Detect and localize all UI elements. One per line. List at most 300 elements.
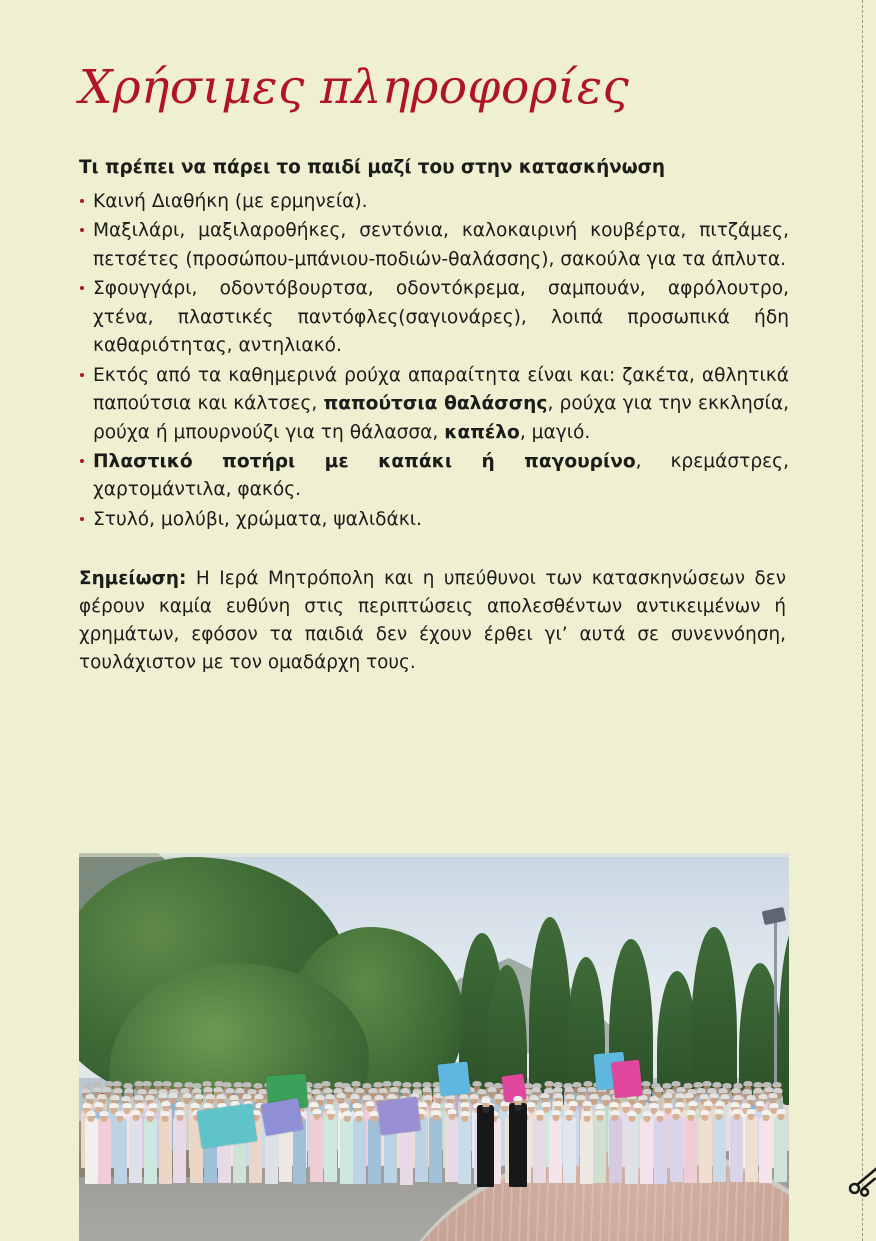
photo-white-cap <box>742 1089 751 1094</box>
plain-text: Καινή Διαθήκη (με ερμηνεία). <box>93 191 368 212</box>
photo-white-cap <box>532 1087 541 1092</box>
photo-white-cap <box>362 1095 371 1100</box>
bullet-icon <box>80 459 84 463</box>
list-item <box>79 448 789 505</box>
photo-white-cap <box>663 1103 672 1108</box>
photo-white-cap <box>102 1087 111 1092</box>
photo-person <box>310 1116 323 1182</box>
photo-white-cap <box>764 1087 773 1092</box>
photo-head <box>583 1115 590 1122</box>
photo-white-cap <box>142 1081 151 1086</box>
photo-white-cap <box>154 1081 163 1086</box>
photo-white-cap <box>125 1088 134 1093</box>
photo-white-cap <box>710 1093 719 1098</box>
photo-person <box>368 1118 381 1184</box>
photo-white-cap <box>326 1109 335 1114</box>
photo-white-cap <box>310 1102 319 1107</box>
photo-white-cap <box>494 1094 503 1099</box>
photo-person <box>429 1117 442 1183</box>
photo-white-cap <box>649 1096 658 1101</box>
photo-person <box>477 1105 494 1187</box>
photo-head <box>88 1115 95 1122</box>
list-item <box>79 362 789 447</box>
photo-white-cap <box>697 1088 706 1093</box>
photo-white-cap <box>337 1093 346 1098</box>
photo-head <box>716 1113 723 1120</box>
photo-white-cap <box>460 1111 469 1116</box>
note-text: Η Ιερά Μητρόπολη και η υπεύθυνοι των κατασκηνώσεων δεν φέρουν καμία ευθύνη στις περιπτώσεις απολεσθέντων αντικειμένων ή χρημάτων, εφόσον τα παιδιά δεν έχουν έρθει γι’ αυτά σε συνεννόηση, τουλάχιστον με τον ομαδάρχη τους. <box>79 568 786 674</box>
photo-white-cap <box>583 1081 592 1086</box>
photo-white-cap <box>701 1110 710 1115</box>
plain-text: , κρεμάστρες, χαρτομάντιλα, φακός. <box>93 450 789 501</box>
photo-white-cap <box>478 1089 487 1094</box>
photo-white-cap <box>94 1102 103 1107</box>
photo-white-cap <box>530 1095 539 1100</box>
photo-white-cap <box>375 1095 384 1100</box>
photo-white-cap <box>565 1094 574 1099</box>
photo-person <box>670 1116 683 1182</box>
photo-white-cap <box>374 1082 383 1087</box>
photo-person <box>173 1117 186 1183</box>
photo-white-cap <box>205 1094 214 1099</box>
photo-white-cap <box>776 1109 785 1114</box>
photo-white-cap <box>672 1081 681 1086</box>
photo-person <box>759 1117 772 1183</box>
photo-white-cap <box>484 1082 493 1087</box>
photo-white-cap <box>194 1094 203 1099</box>
photo-white-cap <box>769 1093 778 1098</box>
photo-white-cap <box>112 1081 121 1086</box>
photo-white-cap <box>322 1081 331 1086</box>
photo-person <box>340 1118 353 1184</box>
photo-white-cap <box>109 1103 118 1108</box>
photo-white-cap <box>163 1081 172 1086</box>
photo-white-cap <box>577 1087 586 1092</box>
photo-head <box>343 1115 350 1122</box>
photo-head <box>184 1097 191 1104</box>
photo-head <box>762 1114 769 1121</box>
photo-person <box>445 1116 458 1182</box>
photo-white-cap <box>148 1103 157 1108</box>
photo-white-cap <box>572 1082 581 1087</box>
photo-white-cap <box>389 1087 398 1092</box>
photo-white-cap <box>243 1082 252 1087</box>
photo-white-cap <box>204 1087 213 1092</box>
photo-person <box>625 1118 638 1184</box>
photo-head <box>552 1114 559 1121</box>
photo-white-cap <box>716 1101 725 1106</box>
photo-white-cap <box>551 1110 560 1115</box>
photo-white-cap <box>643 1089 652 1094</box>
emphasis-text: Πλαστικό ποτήρι με καπάκι ή παγουρίνο <box>93 450 636 472</box>
photo-head <box>687 1114 694 1121</box>
photo-white-cap <box>124 1083 133 1088</box>
photo-white-cap <box>730 1102 739 1107</box>
photo-person <box>774 1116 787 1182</box>
photo-white-cap <box>686 1110 695 1115</box>
photo-banner <box>437 1062 470 1097</box>
photo-head <box>657 1115 664 1122</box>
photo-person <box>85 1118 98 1184</box>
photo-head <box>327 1113 334 1120</box>
photo-white-cap <box>169 1093 178 1098</box>
photo-white-cap <box>609 1102 618 1107</box>
photo-white-cap <box>488 1087 497 1092</box>
photo-white-cap <box>541 1093 550 1098</box>
photo-white-cap <box>355 1088 364 1093</box>
photo-white-cap <box>649 1103 658 1108</box>
photo-white-cap <box>191 1103 200 1108</box>
photo-white-cap <box>217 1094 226 1099</box>
photo-white-cap <box>473 1081 482 1086</box>
photo-white-cap <box>222 1082 231 1087</box>
photo-white-cap <box>544 1088 553 1093</box>
photo-white-cap <box>634 1103 643 1108</box>
photo-head <box>356 1115 363 1122</box>
plain-text: , μαγιό. <box>519 421 591 443</box>
photo-person <box>98 1118 111 1184</box>
photo-white-cap <box>323 1088 332 1093</box>
photo-white-cap <box>582 1111 591 1116</box>
photo-white-cap <box>685 1093 694 1098</box>
photo-white-cap <box>419 1102 428 1107</box>
photo-head <box>628 1115 635 1122</box>
photo-person <box>593 1117 606 1183</box>
photo-white-cap <box>136 1103 145 1108</box>
photo-head <box>643 1115 650 1122</box>
photo-white-cap <box>755 1101 764 1106</box>
photo-white-cap <box>352 1081 361 1086</box>
photo-white-cap <box>703 1101 712 1106</box>
photo-white-cap <box>621 1102 630 1107</box>
bullet-icon <box>80 373 84 377</box>
bullet-icon <box>80 228 84 232</box>
photo-white-cap <box>703 1081 712 1086</box>
photo-white-cap <box>761 1110 770 1115</box>
photo-white-cap <box>312 1109 321 1114</box>
photo-beard <box>515 1105 522 1111</box>
photo-white-cap <box>601 1095 610 1100</box>
photo-white-cap <box>699 1094 708 1099</box>
photo-white-cap <box>235 1088 244 1093</box>
photo-head <box>132 1114 139 1121</box>
photo-white-cap <box>732 1109 741 1114</box>
photo-white-cap <box>203 1081 212 1086</box>
photo-white-cap <box>353 1103 362 1108</box>
photo-white-cap <box>553 1082 562 1087</box>
photo-white-cap <box>176 1102 185 1107</box>
content-column <box>79 0 789 677</box>
plain-text: Στυλό, μολύβι, χρώματα, ψαλιδάκι. <box>93 508 422 530</box>
photo-white-cap <box>116 1111 125 1116</box>
photo-white-cap <box>564 1087 573 1092</box>
photo-white-cap <box>743 1081 752 1086</box>
section-heading: Τι πρέπει να πάρει το παιδί μαζί του στην κατασκήνωση <box>79 157 666 178</box>
photo-person <box>458 1118 471 1184</box>
photo-head <box>147 1115 154 1122</box>
photo-white-cap <box>470 1094 479 1099</box>
page-title: Χρήσιμες πληροφορίες <box>79 60 630 115</box>
photo-white-cap <box>423 1082 432 1087</box>
photo-banner <box>377 1097 421 1136</box>
photo-white-cap <box>83 1103 92 1108</box>
photo-head <box>673 1113 680 1120</box>
photo-person <box>684 1117 697 1183</box>
bullet-icon <box>80 517 84 521</box>
packing-checklist <box>79 178 789 534</box>
photo-white-cap <box>445 1103 454 1108</box>
photo-white-cap <box>226 1088 235 1093</box>
photo-white-cap <box>234 1082 243 1087</box>
photo-white-cap <box>569 1101 578 1106</box>
photo-white-cap <box>365 1101 374 1106</box>
photo-crowd <box>79 1049 789 1199</box>
list-item-text <box>93 188 789 216</box>
photo-white-cap <box>122 1103 131 1108</box>
photo-white-cap <box>639 1095 648 1100</box>
photo-white-cap <box>719 1088 728 1093</box>
photo-white-cap <box>595 1110 604 1115</box>
photo-person <box>114 1118 127 1184</box>
photo-white-cap <box>713 1082 722 1087</box>
photo-white-cap <box>214 1087 223 1092</box>
photo-person <box>563 1117 576 1183</box>
photo-white-cap <box>655 1087 664 1092</box>
photo-head <box>448 1113 455 1120</box>
photo-white-cap <box>732 1088 741 1093</box>
photo-person <box>144 1118 157 1184</box>
list-item-text <box>93 448 789 505</box>
photo-white-cap <box>694 1082 703 1087</box>
photo-person <box>353 1118 366 1184</box>
plain-text: Εκτός από τα καθημερινά ρούχα απαραίτητα είναι και: ζακέτα, αθλητικά παπούτσια και κάλτσες, <box>93 364 789 415</box>
photo-head <box>612 1114 619 1121</box>
photo-white-cap <box>392 1081 401 1086</box>
plain-text: , ρούχα για την εκκλησία, ρούχα ή μπουρνούζι για τη θάλασσα, <box>93 393 790 443</box>
photo-white-cap <box>148 1089 157 1094</box>
photo-white-cap <box>85 1094 94 1099</box>
photo-white-cap <box>138 1089 147 1094</box>
photo-white-cap <box>596 1104 605 1109</box>
photo-white-cap <box>611 1110 620 1115</box>
photo-white-cap <box>431 1110 440 1115</box>
photo-person <box>509 1103 527 1187</box>
list-item-text <box>93 275 789 360</box>
photo-white-cap <box>627 1111 636 1116</box>
photo-banner <box>197 1103 258 1148</box>
photo-person <box>699 1117 712 1183</box>
photo-white-cap <box>110 1095 119 1100</box>
photo-white-cap <box>253 1083 262 1088</box>
list-item <box>79 188 789 216</box>
photo-head <box>313 1113 320 1120</box>
photo-white-cap <box>254 1094 263 1099</box>
photo-white-cap <box>339 1103 348 1108</box>
photo-image <box>79 853 789 1241</box>
photo-white-cap <box>431 1103 440 1108</box>
photo-head <box>733 1113 740 1120</box>
photo-head <box>371 1115 378 1122</box>
photo-white-cap <box>229 1095 238 1100</box>
photo-white-cap <box>175 1110 184 1115</box>
photo-white-cap <box>746 1095 755 1100</box>
photo-person <box>730 1116 743 1182</box>
scissors-icon <box>846 1164 876 1198</box>
photo-head <box>101 1115 108 1122</box>
photo-white-cap <box>554 1101 563 1106</box>
photo-head <box>162 1115 169 1122</box>
photo-white-cap <box>769 1103 778 1108</box>
photo-white-cap <box>315 1095 324 1100</box>
list-item <box>79 506 789 534</box>
plain-text: Σφουγγάρι, οδοντόβουρτσα, οδοντόκρεμα, σαμπουάν, αφρόλουτρο, χτένα, πλαστικές παντόφλες(σαγιονάρες), λοιπά προσωπικά ήδη καθαριότητας, αντηλιακό. <box>93 278 789 357</box>
photo-head <box>664 1107 671 1114</box>
photo-white-cap <box>459 1094 468 1099</box>
photo-white-cap <box>379 1088 388 1093</box>
photo-white-cap <box>121 1096 130 1101</box>
photo-white-cap <box>162 1101 171 1106</box>
photo-white-cap <box>342 1111 351 1116</box>
photo-white-cap <box>642 1081 651 1086</box>
photo-white-cap <box>311 1089 320 1094</box>
photo-white-cap <box>656 1111 665 1116</box>
photo-white-cap <box>773 1088 782 1093</box>
photo-white-cap <box>587 1087 596 1092</box>
photo-person <box>324 1116 337 1182</box>
photo-white-cap <box>135 1095 144 1100</box>
photo-white-cap <box>541 1102 550 1107</box>
photo-head <box>702 1114 709 1121</box>
photo-white-cap <box>242 1094 251 1099</box>
photo-white-cap <box>146 1111 155 1116</box>
photo-white-cap <box>526 1102 535 1107</box>
emphasis-text: παπούτσια θαλάσσης <box>323 393 548 415</box>
photo-white-cap <box>345 1087 354 1092</box>
photo-top-edge <box>79 853 789 857</box>
photo-beard <box>482 1107 489 1113</box>
photo-white-cap <box>747 1109 756 1114</box>
list-item-text <box>93 217 789 274</box>
plain-text: Μαξιλάρι, μαξιλαροθήκες, σεντόνια, καλοκαιρινή κουβέρτα, πιτζάμες, πετσέτες (προσώπου-μπάνιου-ποδιών-θαλάσσης), σακούλα για τα άπλυτα. <box>93 220 789 270</box>
list-item <box>79 275 789 360</box>
photo-white-cap <box>721 1094 730 1099</box>
photo-white-cap <box>161 1111 170 1116</box>
photo-person <box>713 1116 726 1182</box>
photo-person <box>549 1117 562 1183</box>
photo-white-cap <box>689 1101 698 1106</box>
photo-white-cap <box>481 1098 490 1103</box>
photo-white-cap <box>159 1093 168 1098</box>
photo-white-cap <box>544 1081 553 1086</box>
photo-white-cap <box>351 1094 360 1099</box>
photo-head <box>461 1115 468 1122</box>
photo-person <box>159 1118 172 1184</box>
photo-white-cap <box>87 1111 96 1116</box>
photo-white-cap <box>422 1087 431 1092</box>
photo-person <box>654 1118 667 1184</box>
photo-head <box>777 1113 784 1120</box>
photo-white-cap <box>742 1103 751 1108</box>
photo-white-cap <box>753 1082 762 1087</box>
photo-white-cap <box>675 1093 684 1098</box>
photo-white-cap <box>369 1088 378 1093</box>
photo-person <box>609 1117 622 1183</box>
photo-white-cap <box>663 1093 672 1098</box>
photo-white-cap <box>100 1111 109 1116</box>
photo-head <box>432 1114 439 1121</box>
photo-person <box>580 1118 593 1184</box>
photo-person <box>533 1117 546 1183</box>
list-item-text <box>93 506 789 534</box>
photo-white-cap <box>93 1087 102 1092</box>
photo-white-cap <box>193 1088 202 1093</box>
photo-white-cap <box>753 1088 762 1093</box>
photo-white-cap <box>174 1082 183 1087</box>
photo-white-cap <box>758 1094 767 1099</box>
photo-white-cap <box>672 1109 681 1114</box>
photo-white-cap <box>423 1095 432 1100</box>
bullet-icon <box>80 286 84 290</box>
photo-white-cap <box>524 1083 533 1088</box>
photo-white-cap <box>131 1110 140 1115</box>
photo-white-cap <box>355 1111 364 1116</box>
photo-head <box>596 1114 603 1121</box>
disclaimer-note <box>79 535 786 677</box>
photo-white-cap <box>413 1082 422 1087</box>
dashed-cut-line <box>862 0 863 1241</box>
photo-white-cap <box>676 1102 685 1107</box>
photo-white-cap <box>145 1095 154 1100</box>
photo-white-cap <box>642 1111 651 1116</box>
photo-white-cap <box>582 1101 591 1106</box>
photo-head <box>176 1114 183 1121</box>
photo-white-cap <box>258 1089 267 1094</box>
photo-white-cap <box>663 1083 672 1088</box>
camp-group-photo <box>79 853 789 1241</box>
emphasis-text: καπέλο <box>444 421 520 443</box>
photo-white-cap <box>97 1094 106 1099</box>
photo-white-cap <box>553 1093 562 1098</box>
photo-head <box>748 1113 755 1120</box>
photo-white-cap <box>565 1110 574 1115</box>
photo-white-cap <box>402 1082 411 1087</box>
photo-white-cap <box>734 1095 743 1100</box>
photo-person <box>640 1118 653 1184</box>
photo-head <box>566 1114 573 1121</box>
photo-white-cap <box>113 1088 122 1093</box>
photo-banner <box>611 1060 643 1099</box>
photo-white-cap <box>590 1094 599 1099</box>
photo-person <box>745 1116 758 1182</box>
photo-white-cap <box>676 1087 685 1092</box>
photo-white-cap <box>554 1087 563 1092</box>
photo-head <box>536 1114 543 1121</box>
photo-white-cap <box>383 1081 392 1086</box>
photo-white-cap <box>460 1102 469 1107</box>
photo-white-cap <box>183 1093 192 1098</box>
photo-white-cap <box>514 1096 523 1101</box>
note-label: Σημείωση: <box>79 568 187 590</box>
photo-white-cap <box>535 1110 544 1115</box>
bullet-icon <box>80 199 84 203</box>
list-item-text <box>93 362 789 447</box>
photo-white-cap <box>401 1088 410 1093</box>
photo-banner <box>261 1098 304 1136</box>
photo-head <box>117 1115 124 1122</box>
photo-white-cap <box>82 1088 91 1093</box>
photo-person <box>129 1117 142 1183</box>
photo-white-cap <box>181 1088 190 1093</box>
